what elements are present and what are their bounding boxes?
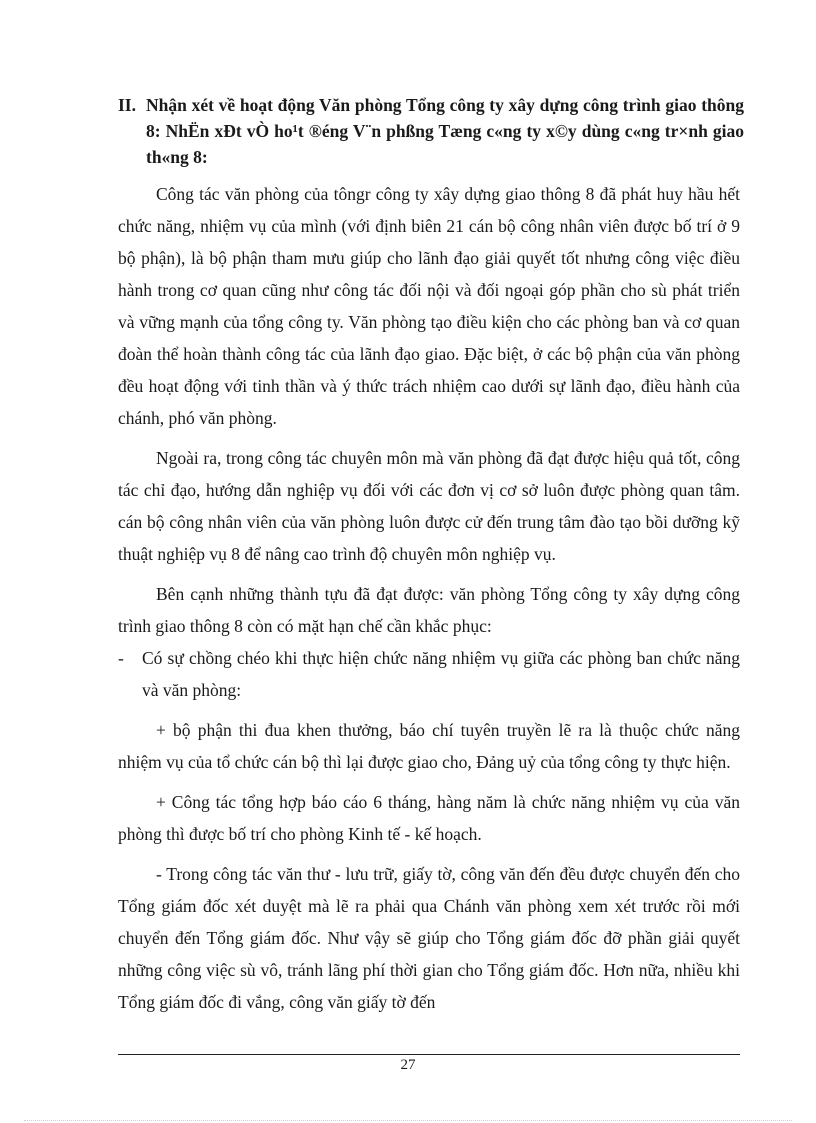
paragraph: Công tác văn phòng của tôngr công ty xây dựng giao thông 8 đã phát huy hầu hết chức năng, nhiệm vụ của mình (với định biên 21 cán bộ công nhân viên được bố trí ở 9 bộ phận), là bộ phận tham mưu giúp cho lãnh đạo giải quyết tốt nhưng công việc điều hành trong cơ quan cũng như công tác đối nội và đối ngoại góp phần cho sù phát triển và vững mạnh của tổng công ty. Văn phòng tạo điều kiện cho các phòng ban và cơ quan đoàn thể hoàn thành công tác của lãnh đạo giao. Đặc biệt, ở các bộ phận của văn phòng đều hoạt động với tinh thần và ý thức trách nhiệm cao dưới sự lãnh đạo, điều hành của chánh, phó văn phòng.: [118, 184, 740, 428]
sub-item: - Trong công tác văn thư - lưu trữ, giấy tờ, công văn đến đều được chuyển đến cho Tổng giám đốc xét duyệt mà lẽ ra phải qua Chánh văn phòng xem xét trước rồi mới chuyển đến Tổng giám đốc. Như vậy sẽ giúp cho Tổng giám đốc đỡ phần giải quyết những công việc sù vô, tránh lãng phí thời gian cho Tổng giám đốc. Hơn nữa, nhiều khi Tổng giám đốc đi vắng, công văn giấy tờ đến: [118, 864, 740, 1012]
sub-item: + Công tác tổng hợp báo cáo 6 tháng, hàng năm là chức năng nhiệm vụ của văn phòng thì được bố trí cho phòng Kinh tế - kế hoạch.: [118, 792, 740, 844]
section-number: II.: [118, 95, 136, 115]
section-heading: [118, 92, 744, 170]
paragraph: Bên cạnh những thành tựu đã đạt được: văn phòng Tổng công ty xây dựng công trình giao thông 8 còn có mặt hạn chế cần khắc phục:: [118, 584, 740, 636]
sub-item: + bộ phận thi đua khen thưởng, báo chí tuyên truyền lẽ ra là thuộc chức năng nhiệm vụ của tổ chức cán bộ thì lại được giao cho, Đảng uỷ của tổng công ty thực hiện.: [118, 720, 740, 772]
bullet-item: [118, 642, 740, 706]
bullet-text: Có sự chồng chéo khi thực hiện chức năng nhiệm vụ giữa các phòng ban chức năng và văn phòng:: [142, 648, 740, 700]
paragraph: Ngoài ra, trong công tác chuyên môn mà văn phòng đã đạt được hiệu quả tốt, công tác chỉ đạo, hướng dẫn nghiệp vụ đối với các đơn vị cơ sở luôn được phòng quan tâm. cán bộ công nhân viên của văn phòng luôn được cử đến trung tâm đào tạo bồi dưỡng kỹ thuật nghiệp vụ 8 để nâng cao trình độ chuyên môn nghiệp vụ.: [118, 448, 740, 564]
document-body: [118, 178, 740, 1018]
footer-rule: [118, 1054, 740, 1055]
page-boundary: [24, 1120, 792, 1121]
section-title: Nhận xét về hoạt động Văn phòng Tổng công ty xây dựng công trình giao thông 8: NhËn xÐt vÒ ho¹t ®éng V¨n phßng Tæng c«ng ty x©y dùng c«ng tr×nh giao th«ng 8:: [146, 95, 744, 167]
page-number: 27: [400, 1057, 416, 1073]
bullet-dash: -: [118, 648, 124, 668]
